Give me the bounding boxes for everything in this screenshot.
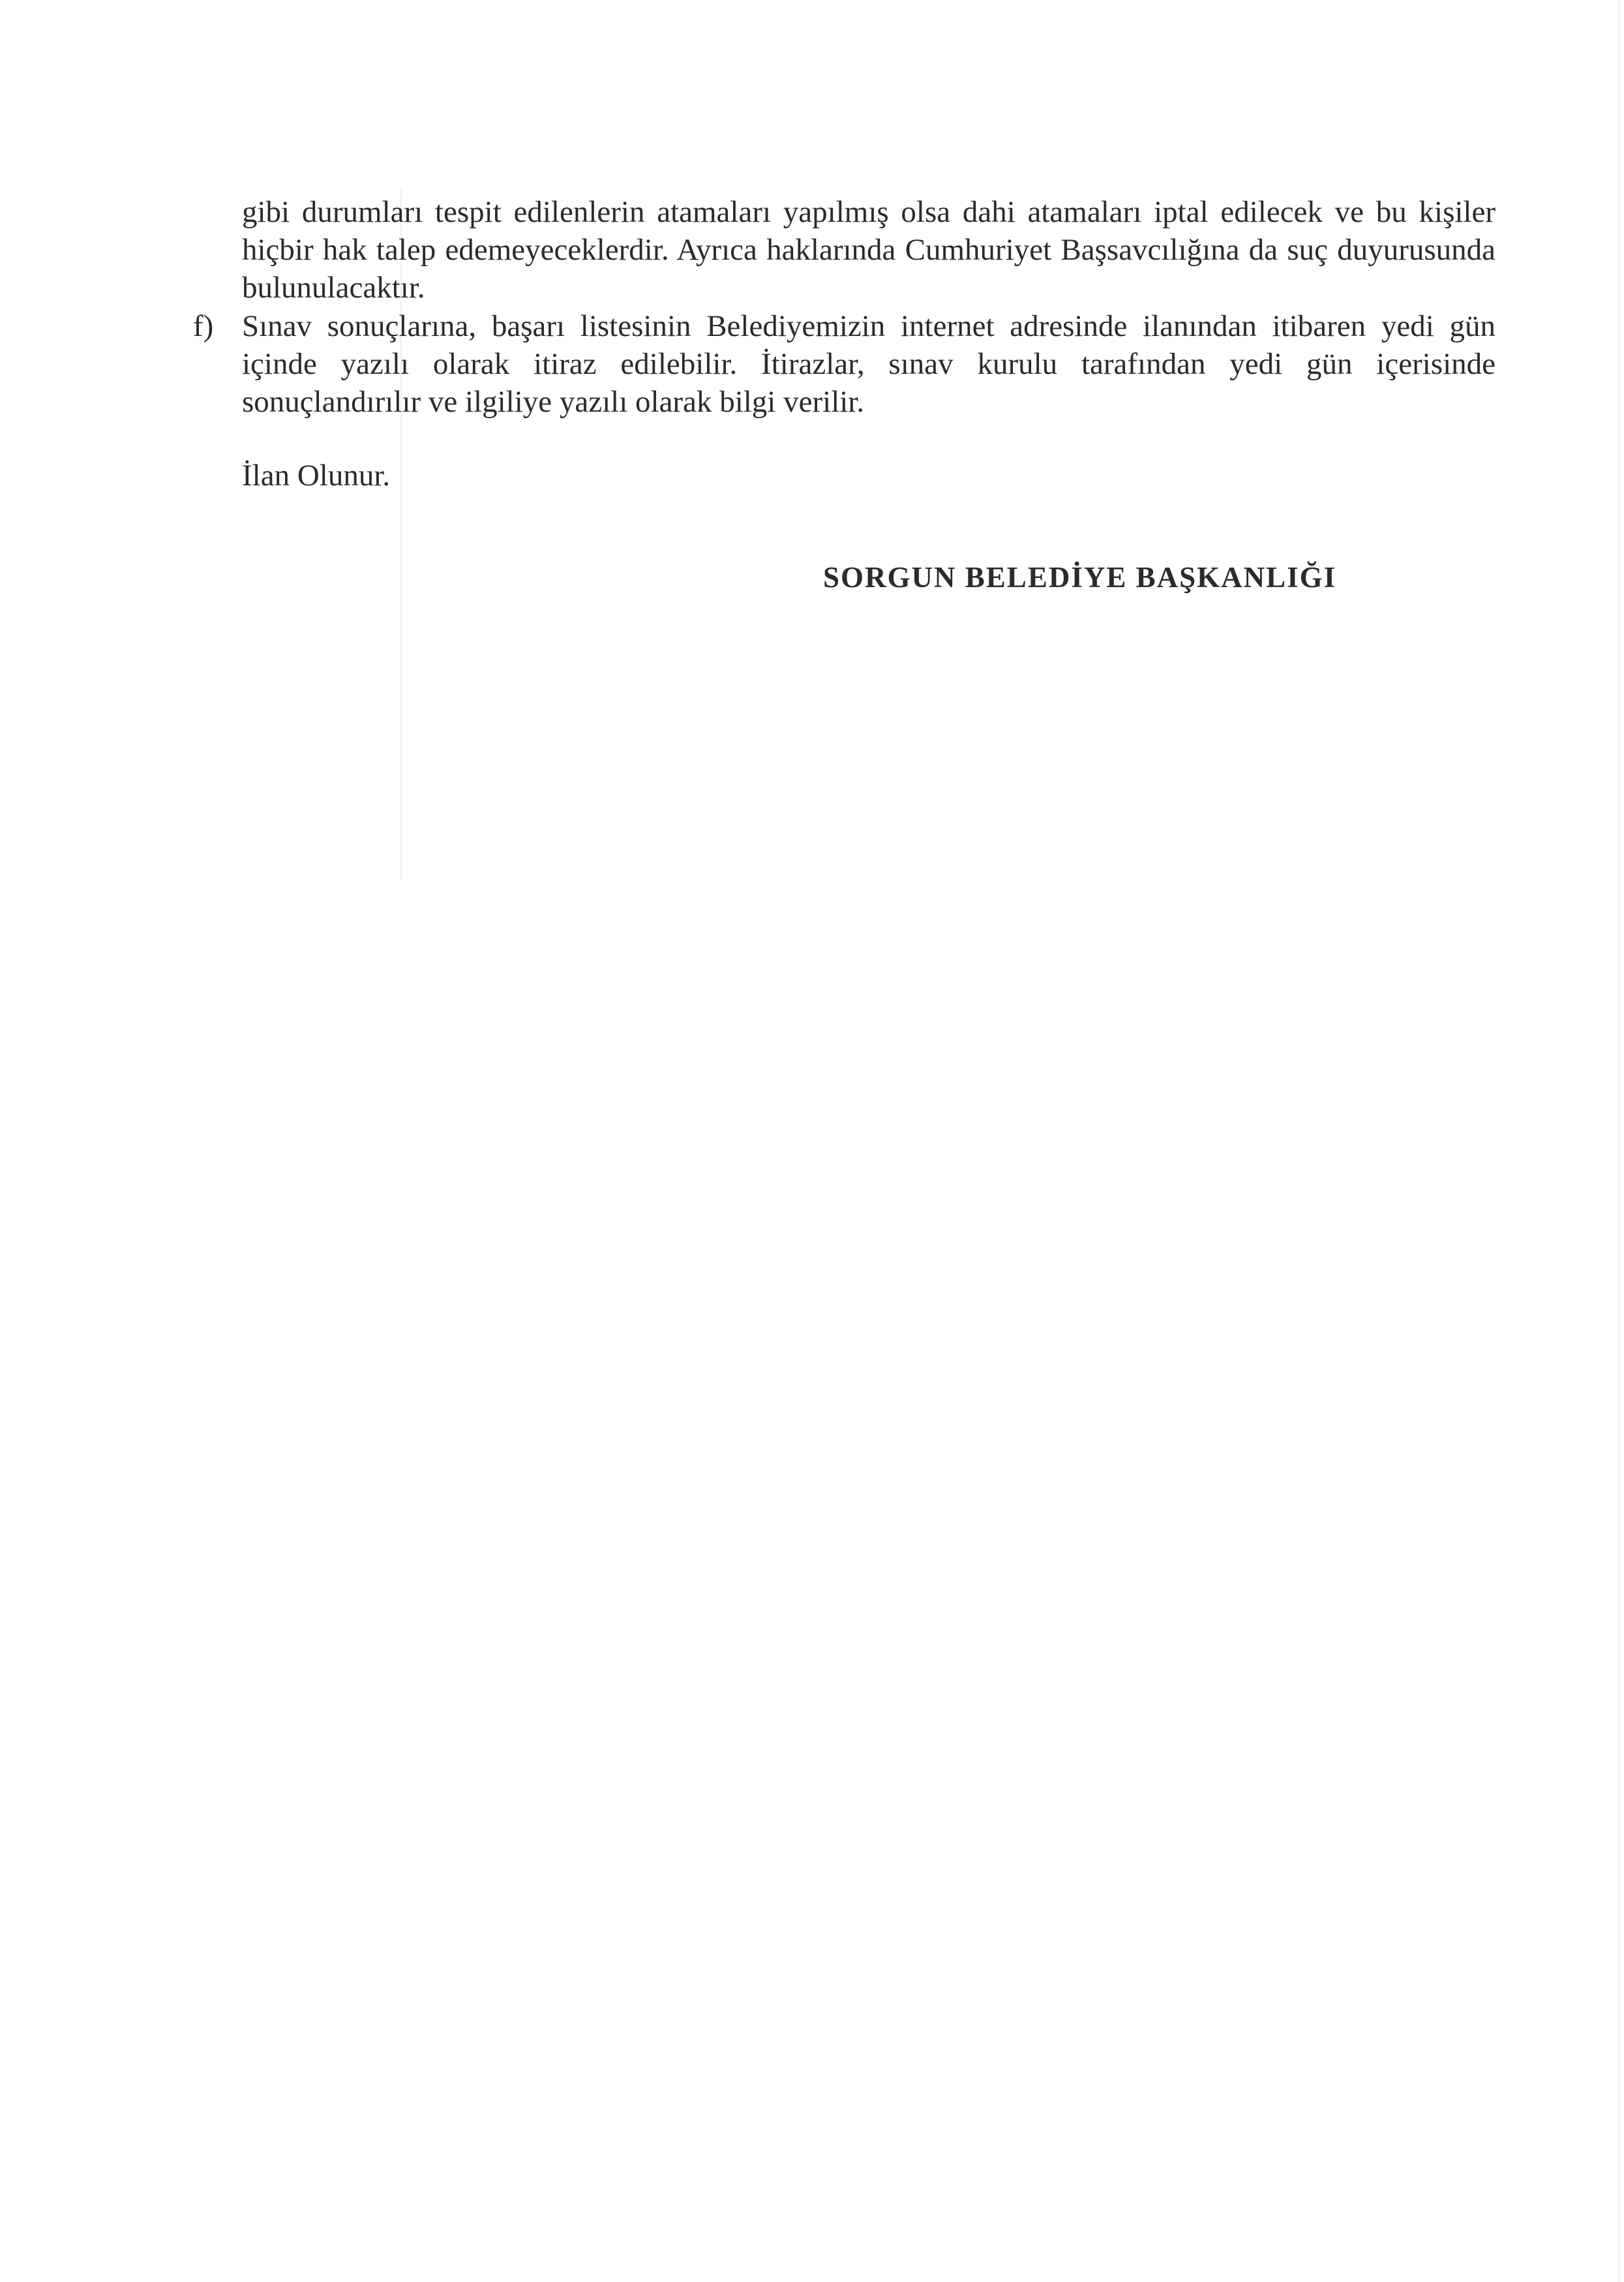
paragraph-continued: gibi durumları tespit edilenlerin atamaları yapılmış olsa dahi atamaları iptal edilecek ve bu kişiler hiçbir hak talep edemeyeceklerdir. Ayrıca haklarında Cumhuriyet Başsavcılığına da suç duyurusunda bulunulacaktır. — [242, 195, 1496, 305]
closing-statement: İlan Olunur. — [242, 459, 391, 493]
signature-authority: SORGUN BELEDİYE BAŞKANLIĞI — [823, 561, 1337, 594]
scan-edge-line — [1618, 0, 1620, 2282]
list-item-text: Sınav sonuçlarına, başarı listesinin Belediyemizin internet adresinde ilanından itibaren yedi gün içinde yazılı olarak itiraz edilebilir. İtirazlar, sınav kurulu tarafından yedi gün içerisinde sonuçlandırılır ve ilgiliye yazılı olarak bilgi verilir. — [242, 309, 1496, 419]
list-item-marker: f) — [193, 309, 214, 343]
